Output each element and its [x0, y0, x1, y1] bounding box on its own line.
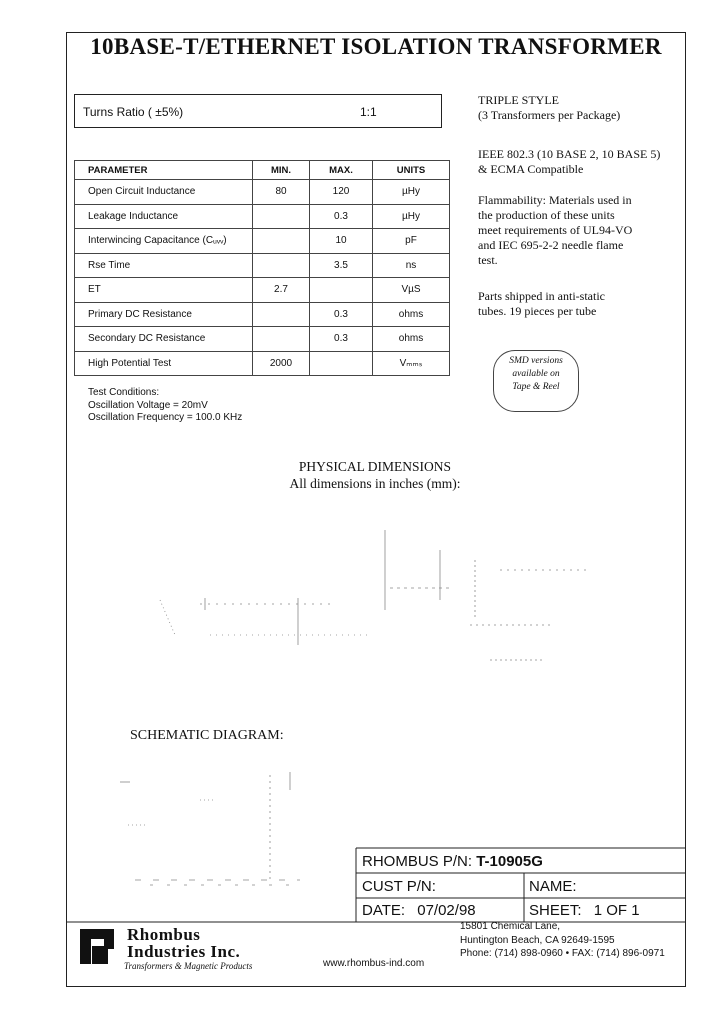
test-conditions-heading: Test Conditions:	[88, 387, 160, 398]
units-cell: VµS	[373, 278, 450, 303]
style-line: TRIPLE STYLE	[478, 93, 559, 107]
rhombus-logo-icon	[80, 929, 114, 964]
smd-line: Tape & Reel	[512, 382, 560, 392]
name-label: NAME:	[529, 878, 577, 895]
physical-dimensions-title: PHYSICAL DIMENSIONS	[298, 459, 452, 474]
cust-pn-label: CUST P/N:	[362, 878, 436, 895]
company-website: www.rhombus-ind.com	[323, 958, 425, 969]
rhombus-pn-label: RHOMBUS P/N:	[362, 853, 473, 870]
ieee-line: IEEE 802.3 (10 BASE 2, 10 BASE 5)	[478, 147, 661, 161]
min-cell: 80	[253, 180, 310, 205]
schematic-drawing	[120, 772, 300, 885]
param-cell: Primary DC Resistance	[75, 302, 253, 327]
smd-line: SMD versions	[509, 356, 563, 366]
test-condition-voltage: Oscillation Voltage = 20mV	[88, 399, 208, 411]
smd-line: available on	[512, 369, 560, 379]
max-cell: 10	[310, 229, 373, 254]
param-cell: Leakage Inductance	[75, 204, 253, 229]
flammability-line: the production of these units	[478, 208, 615, 222]
company-name-line: Rhombus	[127, 925, 201, 944]
units-cell: µHy	[373, 180, 450, 205]
sheet-value: 1 OF 1	[593, 902, 640, 919]
page-title: 10BASE-T/ETHERNET ISOLATION TRANSFORMER	[90, 34, 662, 59]
max-cell: 0.3	[310, 327, 373, 352]
sheet-field	[529, 902, 640, 919]
rhombus-pn-value: T-10905G	[476, 853, 543, 870]
flammability-line: test.	[478, 253, 498, 267]
turns-ratio-label: Turns Ratio ( ±5%)	[83, 105, 184, 119]
units-cell: Vₘₘₛ	[373, 351, 450, 376]
param-cell: Interwincing Capacitance (Cᵤᵥᵥ)	[75, 229, 253, 254]
company-name	[127, 926, 240, 960]
param-cell: High Potential Test	[75, 351, 253, 376]
shipping-line: Parts shipped in anti-static	[478, 289, 605, 303]
shipping-line: tubes. 19 pieces per tube	[478, 304, 597, 318]
max-cell: 120	[310, 180, 373, 205]
min-cell: 2.7	[253, 278, 310, 303]
header-parameter: PARAMETER	[75, 161, 253, 180]
rhombus-pn-field	[362, 853, 543, 870]
min-cell: 2000	[253, 351, 310, 376]
address-line: 15801 Chemical Lane,	[460, 921, 561, 932]
max-cell: 3.5	[310, 253, 373, 278]
param-cell: Rse Time	[75, 253, 253, 278]
param-cell: ET	[75, 278, 253, 303]
param-cell: Open Circuit Inductance	[75, 180, 253, 205]
company-address	[460, 920, 665, 961]
units-cell: ohms	[373, 302, 450, 327]
units-cell: pF	[373, 229, 450, 254]
units-cell: ohms	[373, 327, 450, 352]
company-name-line: Industries Inc.	[127, 942, 241, 961]
param-cell: Secondary DC Resistance	[75, 327, 253, 352]
package-dimension-drawing	[160, 530, 590, 660]
contact-line: Phone: (714) 898-0960 • FAX: (714) 896-0971	[460, 948, 665, 959]
date-value: 07/02/98	[417, 902, 476, 919]
flammability-line: Flammability: Materials used in	[478, 193, 632, 207]
style-line: (3 Transformers per Package)	[478, 108, 621, 122]
company-tagline: Transformers & Magnetic Products	[124, 961, 253, 971]
header-max: MAX.	[310, 161, 373, 180]
flammability-line: meet requirements of UL94-VO	[478, 223, 633, 237]
date-label: DATE:	[362, 902, 406, 919]
physical-dimensions-subtitle: All dimensions in inches (mm):	[289, 476, 461, 491]
units-cell: µHy	[373, 204, 450, 229]
max-cell: 0.3	[310, 302, 373, 327]
test-condition-frequency: Oscillation Frequency = 100.0 KHz	[88, 412, 243, 423]
address-line: Huntington Beach, CA 92649-1595	[460, 934, 615, 946]
units-cell: ns	[373, 253, 450, 278]
header-units: UNITS	[373, 161, 450, 180]
ieee-line: & ECMA Compatible	[478, 162, 584, 176]
header-min: MIN.	[253, 161, 310, 180]
turns-ratio-value: 1:1	[360, 105, 377, 119]
flammability-line: and IEC 695-2-2 needle flame	[478, 238, 624, 252]
schematic-diagram-title: SCHEMATIC DIAGRAM:	[130, 728, 284, 743]
sheet-label: SHEET:	[529, 902, 582, 919]
date-field	[362, 902, 476, 919]
max-cell: 0.3	[310, 204, 373, 229]
